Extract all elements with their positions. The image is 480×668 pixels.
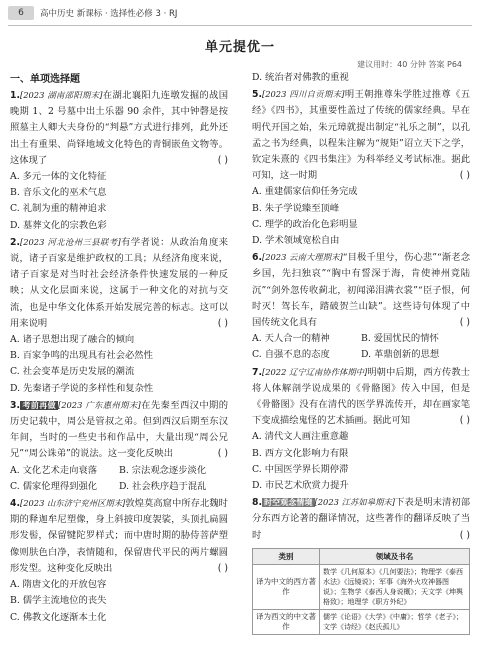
option-a[interactable]: A. 天人合一的精神 xyxy=(252,333,330,345)
table-header-fields: 领域及书名 xyxy=(320,548,470,564)
question-source: [2023 河北沧州三县联考] xyxy=(20,236,121,247)
question-stem: 在湖北襄阳九连墩发掘的战国晚期 1、2 号墓中出土乐器 90 余件，其中钟磬是按照墓主人卿大夫身份的“判悬”方式进行排列，此外还出土有重果、尚铎地域文化特色的青铜嵌鱼文物等。这体现了 xyxy=(10,90,228,166)
option-a[interactable]: A. 重建儒家信仰任务完成 xyxy=(252,186,358,198)
table-row xyxy=(253,564,470,609)
question-4 xyxy=(10,495,228,577)
answer-bracket: ( ) xyxy=(217,448,228,460)
answer-bracket: ( ) xyxy=(459,415,470,427)
right-column xyxy=(252,70,470,635)
option-a[interactable]: A. 诸子思想出现了融合的倾向 xyxy=(10,334,135,346)
book-line: 高中历史 新课标 · 选择性必修 3 · RJ xyxy=(40,9,178,19)
option-b[interactable]: B. 西方文化影响力有限 xyxy=(252,447,349,459)
answer-ref: 答案 P64 xyxy=(428,60,462,69)
table-cell-description: 数学《几何原本》《几何要法》；物理学《泰西水法》《远镜说》；军事《海外火攻神器图说》；生物学《泰西人身说概》；天文学《坤舆格致》；地理学《职方外纪》 xyxy=(320,564,470,609)
answer-bracket: ( ) xyxy=(217,562,228,574)
question-number: 8. xyxy=(252,497,263,509)
option-list xyxy=(252,184,470,249)
option-c[interactable]: C. 社会变革是历史发展的潮流 xyxy=(10,366,135,378)
question-number: 2. xyxy=(10,236,21,248)
option-b[interactable]: B. 宗法观念逐步淡化 xyxy=(119,464,207,476)
option-list xyxy=(10,332,228,397)
option-b[interactable]: B. 朱子学说臻至顶峰 xyxy=(252,202,340,214)
question-7 xyxy=(252,364,470,430)
question-source: [2022 辽宁辽南协作体期中] xyxy=(262,366,368,377)
option-list xyxy=(10,463,228,495)
question-number: 5. xyxy=(252,89,263,101)
question-number: 6. xyxy=(252,252,263,264)
option-c[interactable]: C. 儒家伦理得到强化 xyxy=(10,480,98,492)
option-d[interactable]: D. 社会秩序趋于混乱 xyxy=(119,480,207,492)
question-2 xyxy=(10,234,228,332)
table-cell-category: 译为西文的中文著作 xyxy=(253,609,320,634)
table-header-row xyxy=(253,548,470,564)
option-d[interactable]: D. 先秦诸子学说的多样性和复杂性 xyxy=(10,382,154,394)
option-b[interactable]: B. 音乐文化的巫术气息 xyxy=(10,187,107,199)
question-source: [2023 湖南邵阳期末] xyxy=(20,90,103,100)
option-b[interactable]: B. 爱国忧民的情怀 xyxy=(361,333,439,345)
question-source: [2023 四川自贡期末] xyxy=(262,89,345,100)
header-divider xyxy=(8,25,472,26)
question-stem: 敦煌莫高窟中所存北魏时期的释迦牟尼塑像，身上斜披印度袈裟，头顶扎扁圆形发髻，保留犍陀罗样式；而中唐时期的胁侍菩萨塑像则肤色白净，表情随和，保留唐代平民的两片螺圆形发型。这种变化反映出 xyxy=(10,498,228,574)
question-6 xyxy=(252,249,470,331)
question-stem: 有学者说：从政治角度来说，诸子百家是维护政权的工具；从经济角度来说，诸子百家是对当时社会经济条件快速发展的一种反映；从文化层面来说，这属于一种文化的对抗与交流，也是中华文化体系开始发展完善的标志。这可以用来说明 xyxy=(10,236,228,329)
table-cell-category: 译为中文的西方著作 xyxy=(253,564,320,609)
option-b[interactable]: B. 儒学主流地位的丧失 xyxy=(10,595,107,607)
question-source: [2023 江苏如皋期末] xyxy=(314,497,396,508)
answer-bracket: ( ) xyxy=(217,317,228,329)
answer-bracket: ( ) xyxy=(459,317,470,329)
table-cell-description: 儒学《论语》《大学》《中庸》；哲学《老子》；文学《诗经》《赵氏孤儿》 xyxy=(320,609,470,634)
question-source: [2023 云南大理期末] xyxy=(262,252,343,263)
question-stem: 在先秦至西汉中期的历史记载中，周公是管叔之弟。但到西汉后期至东汉年间，当时的一些史书和作品中，大量出现“周公兄兄”“周公诛弟”的说法。这一变化反映出 xyxy=(10,399,229,460)
question-5 xyxy=(252,86,470,184)
page-number: 6 xyxy=(8,6,34,20)
table-header-category: 类别 xyxy=(253,548,320,564)
question-stem: 下表是明末清初部分东西方论著的翻译情况，这些著作的翻译反映了当时 xyxy=(252,497,470,541)
table-row xyxy=(253,609,470,634)
question-tag: 考前再做 xyxy=(22,400,56,410)
option-d[interactable]: D. 墓葬文化的宗教色彩 xyxy=(10,219,107,231)
question-stem: 明朝中后期，西方传教士将人体解剖学说成果的《骨骼图》传入中国，但是《骨骼图》没有在清代的医学界流传开，却在画家笔下变成描绘鬼怪的艺术插画。据此可知 xyxy=(252,366,470,427)
left-column xyxy=(10,70,228,626)
option-a[interactable]: A. 隋唐文化的开放包容 xyxy=(10,579,107,591)
option-c[interactable]: C. 佛教文化逐渐本土化 xyxy=(10,611,107,623)
question-stem: 明王朝推尊朱学胜过推尊《五经》《四书》，其重要性盖过了传统的儒家经典。早在明代开国之始，朱元璋就提出制定“礼乐之制”，以孔孟之书为经典，以程朱注解为“规矩”诏立天下之学，钦定朱熹的《四书集注》为科举经义考试标准。据此可知，这一时期 xyxy=(252,89,470,182)
option-list xyxy=(252,331,470,363)
answer-bracket: ( ) xyxy=(459,529,470,541)
page-header xyxy=(0,0,480,26)
translation-table xyxy=(252,548,470,635)
question-3 xyxy=(10,397,228,463)
question-stem: “目极千里兮，伤心悲”“渐老念乡国，先扫独哀”“胸中有誓深于海，肯使神州竟陆沉”“剑外忽传收蓟北，初闻涕泪满衣裳”“臣子恨，何时灭！驾长车，踏破贺兰山缺”。这些诗句体现了中国传统文化具有 xyxy=(252,252,470,329)
question-number: 7. xyxy=(252,366,263,378)
option-a[interactable]: A. 文化艺术走向衰落 xyxy=(10,464,97,476)
option-list xyxy=(252,429,470,494)
option-c[interactable]: C. 中国医学界长期停滞 xyxy=(252,463,349,475)
question-source: [2023 广东惠州期末] xyxy=(58,399,141,410)
option-b[interactable]: B. 百家争鸣的出现具有社会必然性 xyxy=(10,350,153,362)
option-c[interactable]: C. 礼制为重的精神追求 xyxy=(10,203,107,215)
option-c[interactable]: C. 理学的政治化色彩明显 xyxy=(252,218,358,230)
suggested-time: 建议用时：40 分钟 xyxy=(357,60,426,69)
question-number: 3. xyxy=(10,399,21,411)
question-tag: 时空观念情境 xyxy=(264,498,313,508)
option-d[interactable]: D. 市民艺术欣赏力提升 xyxy=(252,480,349,492)
option-list xyxy=(10,169,228,234)
option-list xyxy=(10,577,228,626)
option-d[interactable]: D. 学术领域宽松自由 xyxy=(252,235,340,247)
option-c[interactable]: C. 自强不息的态度 xyxy=(252,349,330,361)
unit-title: 单元提优一 xyxy=(204,40,275,55)
option-d[interactable]: D. 统治者对佛教的重视 xyxy=(252,72,349,83)
question-1 xyxy=(10,87,228,169)
answer-bracket: ( ) xyxy=(217,154,228,166)
meta-info xyxy=(357,59,462,70)
option-d[interactable]: D. 革鼎创新的思想 xyxy=(361,349,440,361)
option-a[interactable]: A. 清代文人画注重意趣 xyxy=(252,431,349,443)
question-source: [2023 山东济宁兖州区期末] xyxy=(20,498,126,509)
question-number: 4. xyxy=(10,498,21,510)
section-heading: 一、单项选择题 xyxy=(10,74,80,85)
question-8 xyxy=(252,494,470,544)
question-number: 1. xyxy=(10,90,21,101)
answer-bracket: ( ) xyxy=(459,170,470,182)
option-a[interactable]: A. 多元一体的文化特征 xyxy=(10,171,107,183)
